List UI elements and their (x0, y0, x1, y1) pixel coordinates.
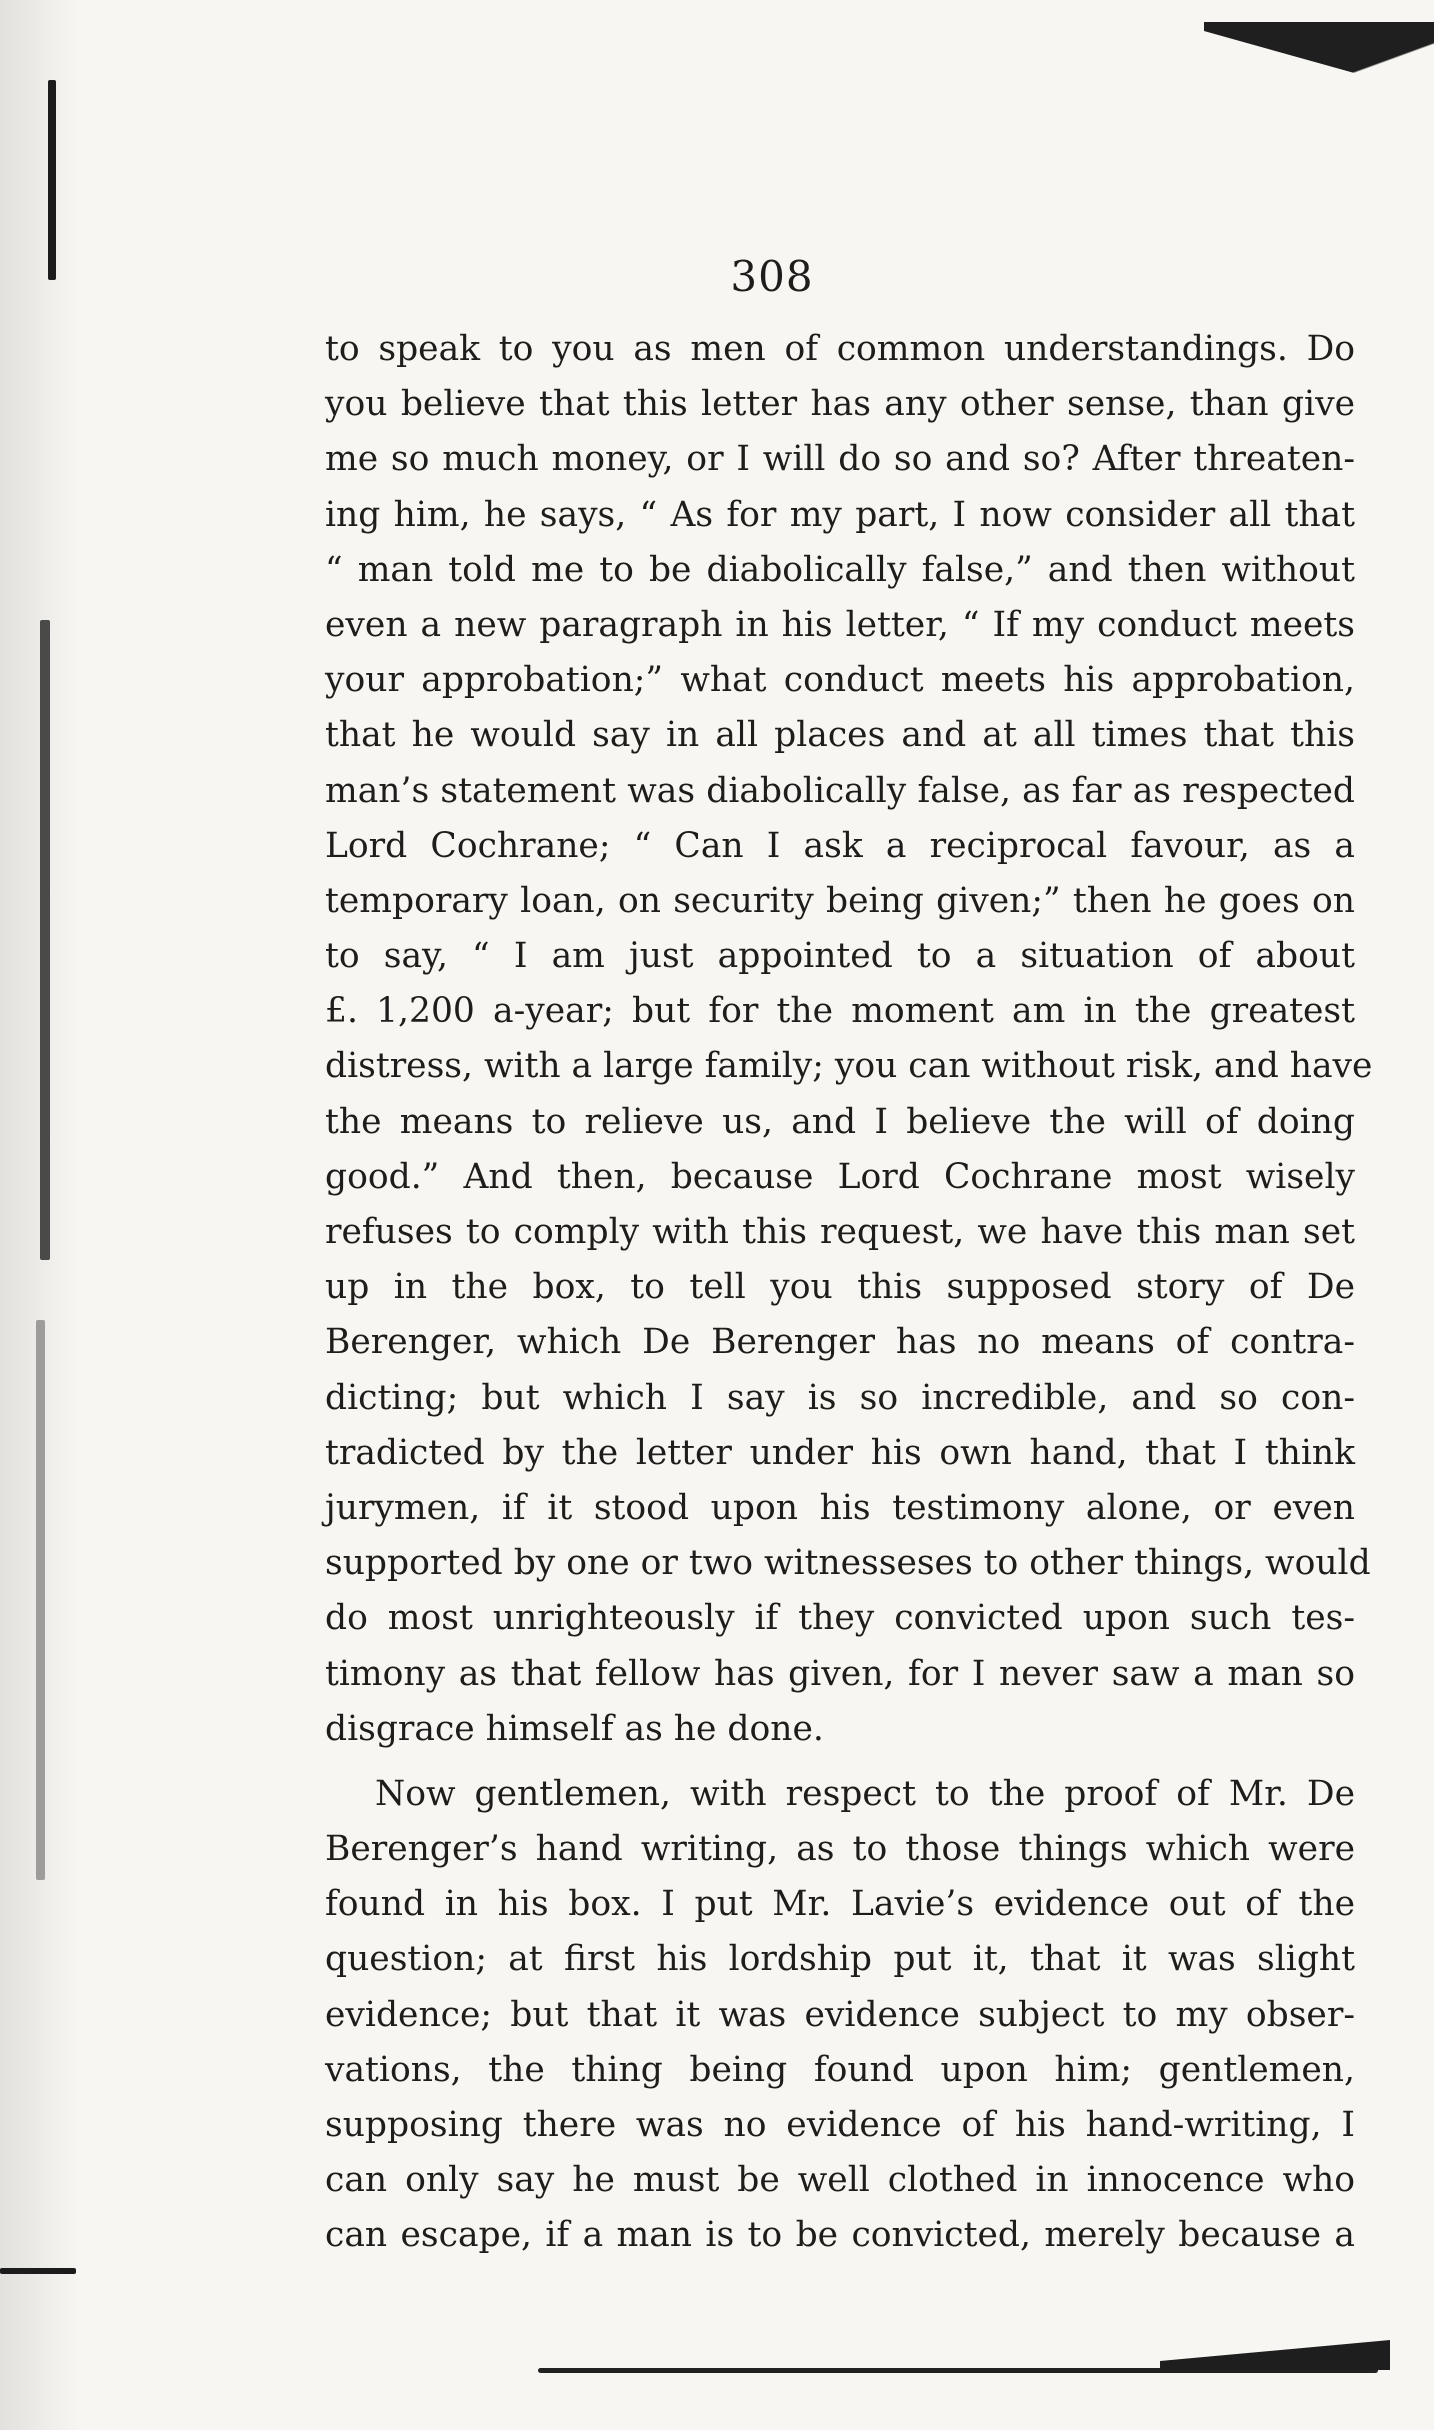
text-line: distress, with a large family; you can without risk, and have (325, 1046, 1373, 1087)
text-line: Lord Cochrane; “ Can I ask a reciprocal favour, as a (325, 825, 1355, 866)
text-line: supported by one or two witnesseses to other things, would (325, 1543, 1371, 1584)
text-line: found in his box. I put Mr. Lavie’s evidence out of the (325, 1884, 1355, 1925)
text-line: temporary loan, on security being given;” then he goes on (325, 880, 1355, 921)
text-line: to speak to you as men of common understandings. Do (325, 329, 1355, 369)
page-number: 308 (730, 252, 814, 301)
text-line: you believe that this letter has any other sense, than give (325, 384, 1355, 425)
text-line: question; at first his lordship put it, that it was slight (325, 1939, 1355, 1980)
text-line: your approbation;” what conduct meets his approbation, (325, 660, 1355, 701)
text-line: vations, the thing being found upon him; gentlemen, (325, 2049, 1355, 2090)
text-line: ing him, he says, “ As for my part, I now consider all that (325, 494, 1355, 535)
text-line: supposing there was no evidence of his hand-writing, I (325, 2105, 1355, 2145)
text-line: dicting; but which I say is so incredible, and so con- (325, 1377, 1355, 1418)
text-line: Berenger, which De Berenger has no means of contra- (325, 1322, 1355, 1363)
text-line: can only say he must be well clothed in innocence who (325, 2160, 1355, 2201)
text-line: Now gentlemen, with respect to the proof of Mr. De (375, 1773, 1355, 1814)
text-line: even a new paragraph in his letter, “ If my conduct meets (325, 604, 1355, 645)
text-line: that he would say in all places and at all times that this (325, 715, 1355, 756)
text-line: Berenger’s hand writing, as to those things which were (325, 1829, 1355, 1870)
text-line: good.” And then, because Lord Cochrane most wisely (325, 1156, 1355, 1197)
text-line: tradicted by the letter under his own hand, that I think (325, 1432, 1355, 1473)
text-line: jurymen, if it stood upon his testimony alone, or even (325, 1487, 1355, 1528)
paragraph (325, 322, 1373, 1757)
text-line: timony as that fellow has given, for I never saw a man so (325, 1653, 1355, 1694)
text-line: refuses to comply with this request, we have this man set (325, 1212, 1355, 1252)
binding-mark (40, 620, 50, 1260)
body-text (325, 322, 1373, 2264)
paragraph (325, 1767, 1355, 2264)
text-line: can escape, if a man is to be convicted, merely because a (325, 2215, 1355, 2256)
text-line: disgrace himself as he done. (325, 1708, 824, 1749)
binding-mark (48, 80, 56, 280)
page-corner-shadow (1204, 22, 1434, 112)
text-line: me so much money, or I will do so and so? After threaten- (325, 439, 1355, 480)
text-line: the means to relieve us, and I believe the will of doing (325, 1101, 1355, 1142)
binding-mark (0, 2268, 76, 2274)
text-line: do most unrighteously if they convicted upon such tes- (325, 1598, 1355, 1639)
text-line: evidence; but that it was evidence subject to my obser- (325, 1994, 1355, 2035)
text-line: up in the box, to tell you this supposed story of De (325, 1267, 1355, 1308)
text-line: to say, “ I am just appointed to a situation of about (325, 936, 1355, 977)
bottom-rule-shadow (1160, 2340, 1390, 2370)
text-line: “ man told me to be diabolically false,” and then without (325, 549, 1355, 590)
text-line: man’s statement was diabolically false, as far as respected (325, 770, 1355, 811)
paragraph-gap (325, 1757, 1355, 1767)
text-line: £. 1,200 a-year; but for the moment am in the greatest (325, 991, 1355, 1032)
binding-mark (36, 1320, 45, 1880)
